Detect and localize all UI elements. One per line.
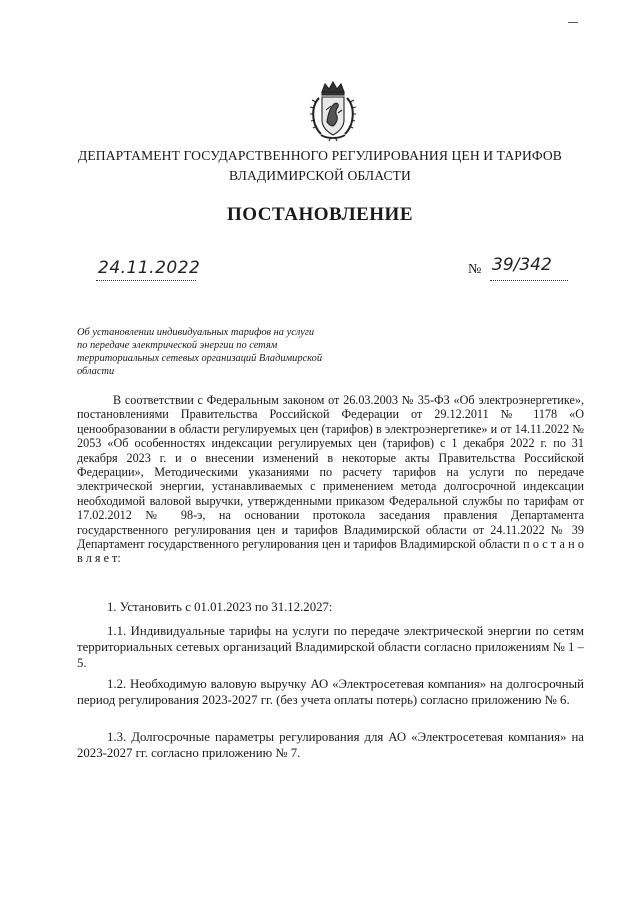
corner-mark xyxy=(568,22,578,23)
item-1: 1. Установить с 01.01.2023 по 31.12.2027: xyxy=(107,600,333,614)
document-number: 39/342 xyxy=(492,255,552,275)
department-name-line2: ВЛАДИМИРСКОЙ ОБЛАСТИ xyxy=(229,168,411,183)
item-1-3: 1.3. Долгосрочные параметры регулирования для АО «Электросетевая компания» на 2023-2027 гг. согласно приложению № 7. xyxy=(77,730,584,760)
number-label: № xyxy=(468,262,482,277)
document-subject: Об установлении индивидуальных тарифов на услуги по передаче электрической энергии по сетям территориальных сетевых организаций Владимирской области xyxy=(77,327,323,377)
document-date: 24.11.2022 xyxy=(98,258,201,278)
item-1-2: 1.2. Необходимую валовую выручку АО «Электросетевая компания» на долгосрочный период регулирования 2023-2027 гг. (без учета оплаты потерь) согласно приложению № 6. xyxy=(77,677,584,707)
preamble-paragraph: В соответствии с Федеральным законом от 26.03.2003 № 35-ФЗ «Об электроэнергетике», постановлениями Правительства Российской Федерации от 29.12.2011 № 1178 «О ценообразовании в области регулируемых цен (тарифов) в электроэнергетике» и от 14.11.2022 № 2053 «Об особенностях индексации регулируемых цен (тарифов) с 1 декабря 2022 г. по 31 декабря 2023 г. и о внесении изменений в некоторые акты Правительства Российской Федерации», Методическими указаниями по расчету тарифов на услуги по передаче электрической энергии, устанавливаемых с применением метода долгосрочной индексации необходимой валовой выручки, утвержденными приказом Федеральной службы по тарифам от 17.02.2012 № 98-э, на основании протокола заседания правления Департамента государственного регулирования цен и тарифов Владимирской области от 24.11.2022 № 39 Департамент государственного регулирования цен и тарифов Владимирской области п о с т а н о в л я е т: xyxy=(77,393,584,566)
date-underline xyxy=(96,280,196,281)
document-type-title: ПОСТАНОВЛЕНИЕ xyxy=(226,204,414,225)
coat-of-arms-icon xyxy=(307,80,359,142)
item-1-1: 1.1. Индивидуальные тарифы на услуги по передаче электрической энергии по сетям территориальных сетевых организаций Владимирской области согласно приложениям № 1 – 5. xyxy=(77,624,585,670)
department-name-line1: ДЕПАРТАМЕНТ ГОСУДАРСТВЕННОГО РЕГУЛИРОВАНИЯ ЦЕН И ТАРИФОВ xyxy=(78,148,562,163)
number-underline xyxy=(490,280,568,281)
